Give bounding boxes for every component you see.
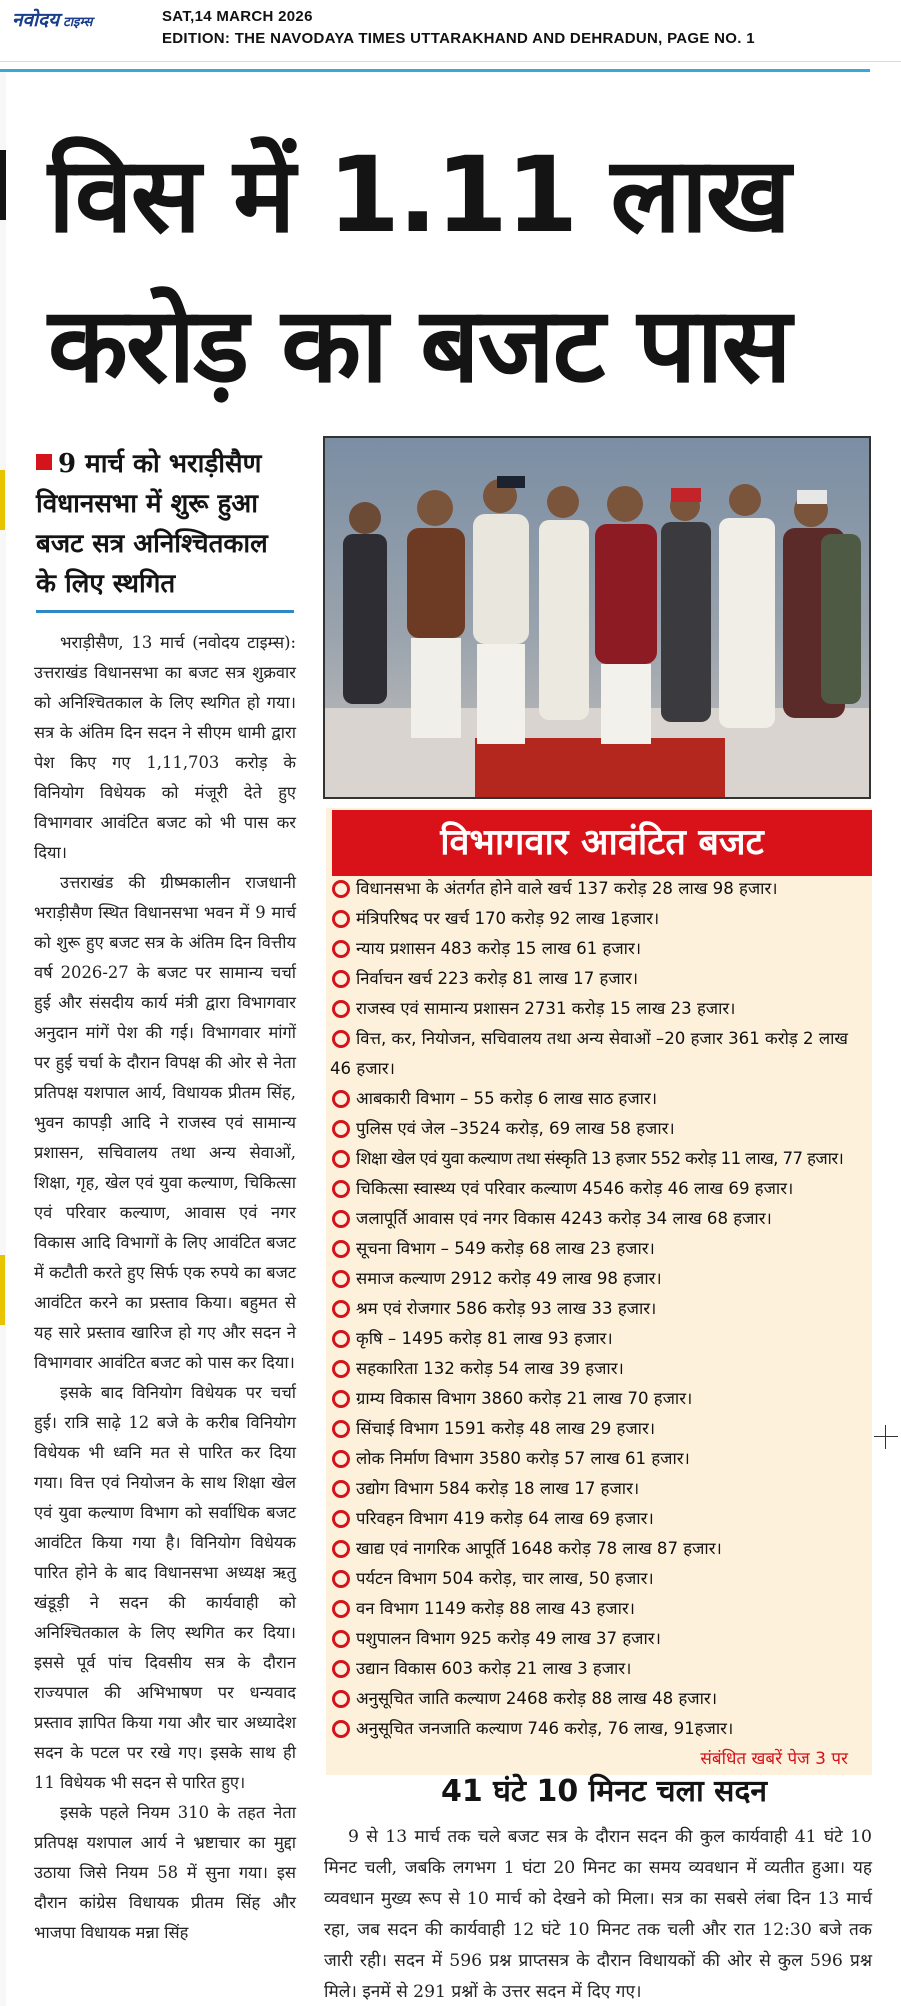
edge-yellow-mark (0, 470, 5, 530)
headline-line-2: करोड़ का बजट पास (48, 284, 790, 406)
budget-list-item (330, 1474, 874, 1504)
article-body (34, 628, 296, 1948)
edition-info: EDITION: THE NAVODAYA TIMES UTTARAKHAND AND DEHRADUN, PAGE NO. 1 (162, 30, 755, 47)
budget-item-text: वित्त, कर, नियोजन, सचिवालय तथा अन्य सेवाओं –20 हजार 361 करोड़ 2 लाख 46 हजार। (330, 1029, 848, 1078)
budget-item-text: सूचना विभाग – 549 करोड़ 68 लाख 23 हजार। (356, 1239, 655, 1258)
budget-list-item (330, 874, 874, 904)
budget-list-item (330, 1714, 874, 1744)
budget-item-text: पुलिस एवं जेल –3524 करोड़, 69 लाख 58 हजार। (356, 1119, 675, 1138)
red-circle-bullet-icon (332, 1720, 350, 1738)
budget-list-item (330, 1174, 874, 1204)
budget-item-text: कृषि – 1495 करोड़ 81 लाख 93 हजार। (356, 1329, 613, 1348)
edition-date: SAT,14 MARCH 2026 (162, 8, 313, 25)
budget-item-text: न्याय प्रशासन 483 करोड़ 15 लाख 61 हजार। (356, 939, 642, 958)
budget-item-text: वन विभाग 1149 करोड़ 88 लाख 43 हजार। (356, 1599, 635, 1618)
sub-headline-rule (36, 610, 294, 613)
budget-list-item (330, 1294, 874, 1324)
budget-item-text: विधानसभा के अंतर्गत होने वाले खर्च 137 करोड़ 28 लाख 98 हजार। (356, 879, 778, 898)
budget-list-item (330, 1144, 874, 1174)
red-circle-bullet-icon (332, 910, 350, 928)
budget-list-item (330, 1624, 874, 1654)
budget-list-item (330, 934, 874, 964)
edge-yellow-mark (0, 1255, 5, 1325)
budget-list-item (330, 1684, 874, 1714)
budget-list-item (330, 1084, 874, 1114)
red-circle-bullet-icon (332, 940, 350, 958)
budget-list-item (330, 1024, 874, 1084)
budget-item-text: अनुसूचित जाति कल्याण 2468 करोड़ 88 लाख 48 हजार। (356, 1689, 717, 1708)
main-headline (48, 120, 868, 420)
headline-line-1: विस में 1.11 लाख (48, 134, 789, 256)
body-paragraph: इसके पहले नियम 310 के तहत नेता प्रतिपक्ष यशपाल आर्य ने भ्रष्टाचार का मुद्दा उठाया जिसे नियम 58 में सुना गया। इस दौरान कांग्रेस विधायक प्रीतम सिंह और भाजपा विधायक मन्ना सिंह (34, 1803, 296, 1942)
budget-list-item (330, 1354, 874, 1384)
red-circle-bullet-icon (332, 1420, 350, 1438)
budget-list-item (330, 1534, 874, 1564)
red-circle-bullet-icon (332, 1480, 350, 1498)
budget-box-title: विभागवार आवंटित बजट (332, 810, 872, 876)
budget-item-text: चिकित्सा स्वास्थ्य एवं परिवार कल्याण 4546 करोड़ 46 लाख 69 हजार। (356, 1179, 794, 1198)
red-circle-bullet-icon (332, 1000, 350, 1018)
red-circle-bullet-icon (332, 1090, 350, 1108)
budget-item-text: खाद्य एवं नागरिक आपूर्ति 1648 करोड़ 78 लाख 87 हजार। (356, 1539, 722, 1558)
budget-item-text: परिवहन विभाग 419 करोड़ 64 लाख 69 हजार। (356, 1509, 654, 1528)
budget-item-text: आबकारी विभाग – 55 करोड़ 6 लाख साठ हजार। (356, 1089, 658, 1108)
red-circle-bullet-icon (332, 880, 350, 898)
red-circle-bullet-icon (332, 1270, 350, 1288)
budget-list-item (330, 964, 874, 994)
budget-item-text: पशुपालन विभाग 925 करोड़ 49 लाख 37 हजार। (356, 1629, 661, 1648)
red-circle-bullet-icon (332, 1390, 350, 1408)
budget-item-text: पर्यटन विभाग 504 करोड़, चार लाख, 50 हजार। (356, 1569, 654, 1588)
budget-item-text: सिंचाई विभाग 1591 करोड़ 48 लाख 29 हजार। (356, 1419, 656, 1438)
related-news-link[interactable]: संबंधित खबरें पेज 3 पर (700, 1749, 848, 1769)
red-circle-bullet-icon (332, 1510, 350, 1528)
red-circle-bullet-icon (332, 1150, 350, 1168)
budget-list-item (330, 1564, 874, 1594)
budget-item-text: लोक निर्माण विभाग 3580 करोड़ 57 लाख 61 हजार। (356, 1449, 690, 1468)
red-circle-bullet-icon (332, 1120, 350, 1138)
story-headline: 41 घंटे 10 मिनट चला सदन (440, 1774, 768, 1809)
budget-item-text: निर्वाचन खर्च 223 करोड़ 81 लाख 17 हजार। (356, 969, 639, 988)
budget-list-item (330, 1324, 874, 1354)
story-body: 9 से 13 मार्च तक चले बजट सत्र के दौरान सदन की कुल कार्यवाही 41 घंटे 10 मिनट चली, जबकि लगभग 1 घंटा 20 मिनट का समय व्यवधान में व्यतीत हुआ। यह व्यवधान मुख्य रूप से 10 मार्च को देखने को मिला। सत्र का सबसे लंबा दिन 13 मार्च रहा, जब सदन की कार्यवाही 12 घंटे 10 मिनट तक चली और रात 12:30 बजे तक जारी रही। सदन में 596 प्रश्न प्राप्तसत्र के दौरान विधायकों की ओर से कुल 596 प्रश्न मिले। इनमें से 291 प्रश्नों के उत्तर सदन में दिए गए। (324, 1827, 872, 2002)
photo-illustration (325, 438, 869, 797)
budget-list-item (330, 1594, 874, 1624)
budget-item-text: श्रम एवं रोजगार 586 करोड़ 93 लाख 33 हजार। (356, 1299, 657, 1318)
red-circle-bullet-icon (332, 970, 350, 988)
header-divider (0, 69, 870, 72)
red-circle-bullet-icon (332, 1630, 350, 1648)
budget-list-item (330, 994, 874, 1024)
budget-item-text: उद्यान विकास 603 करोड़ 21 लाख 3 हजार। (356, 1659, 632, 1678)
budget-list (330, 874, 874, 1744)
budget-item-text: मंत्रिपरिषद पर खर्च 170 करोड़ 92 लाख 1हजार। (356, 909, 660, 928)
page-left-edge (0, 72, 6, 2006)
red-circle-bullet-icon (332, 1660, 350, 1678)
budget-list-item (330, 1234, 874, 1264)
red-circle-bullet-icon (332, 1450, 350, 1468)
headline-quote-mark (0, 150, 6, 220)
logo-sub: टाइम्स (63, 15, 93, 30)
budget-item-text: अनुसूचित जनजाति कल्याण 746 करोड़, 76 लाख, 91हजार। (356, 1719, 734, 1738)
red-circle-bullet-icon (332, 1570, 350, 1588)
sub-headline-text: 9 मार्च को भराड़ीसैण विधानसभा में शुरू हुआ बजट सत्र अनिश्चितकाल के लिए स्थगित (36, 449, 268, 599)
budget-item-text: ग्राम्य विकास विभाग 3860 करोड़ 21 लाख 70 हजार। (356, 1389, 693, 1408)
red-circle-bullet-icon (332, 1180, 350, 1198)
logo-main: नवोदय (12, 9, 60, 31)
body-paragraph: उत्तराखंड की ग्रीष्मकालीन राजधानी भराड़ीसैण स्थित विधानसभा भवन में 9 मार्च को शुरू हुए बजट सत्र के अंतिम दिन वित्तीय वर्ष 2026-27 के बजट पर सामान्य चर्चा हुई और संसदीय कार्य मंत्री द्वारा विभागवार अनुदान मांगें पेश की गई। विभागवार मांगों पर हुई चर्चा के दौरान विपक्ष की ओर से नेता प्रतिपक्ष यशपाल आर्य, विधायक प्रीतम सिंह, भुवन कापड़ी आदि ने राजस्व एवं सामान्य प्रशासन, सचिवालय तथा अन्य सेवाओं, शिक्षा, गृह, खेल एवं युवा कल्याण, चिकित्सा एवं परिवार कल्याण, आवास एवं नगर विकास आदि विभागों के लिए आवंटित बजट में कटौती करते हुए सिर्फ एक रुपये का बजट आवंटित करने का प्रस्ताव किया। बहुमत से यह सारे प्रस्ताव खारिज हो गए और सदन ने विभागवार आवंटित बजट को पास कर दिया। (34, 873, 296, 1372)
red-circle-bullet-icon (332, 1210, 350, 1228)
red-circle-bullet-icon (332, 1540, 350, 1558)
budget-list-item (330, 1204, 874, 1234)
budget-item-text: राजस्व एवं सामान्य प्रशासन 2731 करोड़ 15 लाख 23 हजार। (356, 999, 736, 1018)
red-circle-bullet-icon (332, 1240, 350, 1258)
page-header (0, 0, 901, 62)
red-circle-bullet-icon (332, 1360, 350, 1378)
budget-list-item (330, 1654, 874, 1684)
budget-item-text: सहकारिता 132 करोड़ 54 लाख 39 हजार। (356, 1359, 624, 1378)
budget-list-item (330, 1504, 874, 1534)
body-paragraph: इसके बाद विनियोग विधेयक पर चर्चा हुई। रात्रि साढ़े 12 बजे के करीब विनियोग विधेयक भी ध्वनि मत से पारित कर दिया गया। वित्त एवं नियोजन के साथ शिक्षा खेल एवं युवा कल्याण विभाग को सर्वाधिक बजट आवंटित किया गया है। विनियोग विधेयक पारित होने के बाद विधानसभा अध्यक्ष ऋतु खंडूड़ी ने सदन की कार्यवाही को अनिश्चितकाल के लिए स्थगित कर दिया। इससे पूर्व पांच दिवसीय सत्र के दौरान राज्यपाल की अभिभाषण पर धन्यवाद प्रस्ताव ज्ञापित किया गया और चार अध्यादेश सदन के पटल पर रखे गए। इसके साथ ही 11 विधेयक भी सदन से पारित हुए। (34, 1383, 296, 1792)
budget-list-item (330, 1444, 874, 1474)
red-square-bullet-icon (36, 454, 52, 470)
budget-list-item (330, 1414, 874, 1444)
body-paragraph: भराड़ीसैण, 13 मार्च (नवोदय टाइम्स): उत्तराखंड विधानसभा का बजट सत्र शुक्रवार को अनिश्चितकाल के लिए स्थगित हो गया। सत्र के अंतिम दिन सदन ने सीएम धामी द्वारा पेश किए गए 1,11,703 करोड़ के विनियोग विधेयक को मंजूरी देते हुए विभागवार आवंटित बजट को भी पास कर दिया। (34, 633, 296, 862)
budget-item-text: उद्योग विभाग 584 करोड़ 18 लाख 17 हजार। (356, 1479, 640, 1498)
budget-list-item (330, 1264, 874, 1294)
red-circle-bullet-icon (332, 1300, 350, 1318)
newspaper-logo (12, 6, 92, 38)
budget-list-item (330, 1114, 874, 1144)
sub-headline (36, 444, 294, 604)
red-circle-bullet-icon (332, 1600, 350, 1618)
red-circle-bullet-icon (332, 1690, 350, 1708)
budget-list-item (330, 904, 874, 934)
red-circle-bullet-icon (332, 1030, 350, 1048)
budget-item-text: जलापूर्ति आवास एवं नगर विकास 4243 करोड़ 34 लाख 68 हजार। (356, 1209, 772, 1228)
budget-item-text: समाज कल्याण 2912 करोड़ 49 लाख 98 हजार। (356, 1269, 662, 1288)
news-photo (323, 436, 871, 799)
budget-list-item (330, 1384, 874, 1414)
registration-crosshair-icon (874, 1425, 898, 1449)
budget-item-text: शिक्षा खेल एवं युवा कल्याण तथा संस्कृति 13 हजार 552 करोड़ 11 लाख, 77 हजार। (356, 1149, 844, 1168)
red-circle-bullet-icon (332, 1330, 350, 1348)
